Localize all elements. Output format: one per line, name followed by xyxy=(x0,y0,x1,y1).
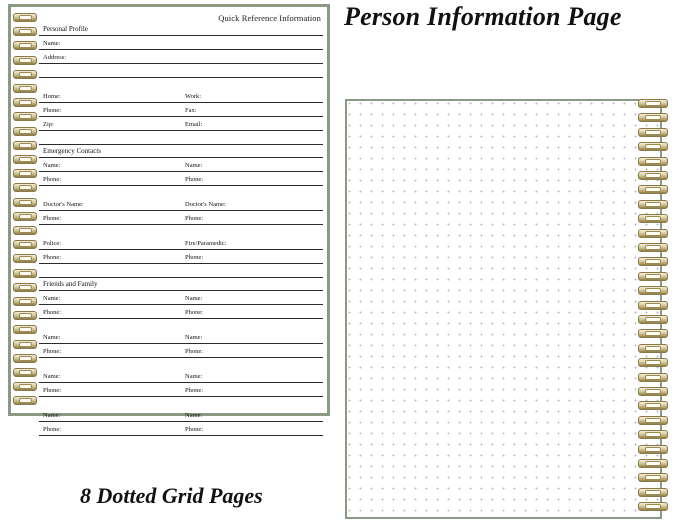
spiral-ring xyxy=(638,142,668,151)
field-row xyxy=(39,36,323,50)
field-label[interactable]: Doctor's Name: xyxy=(39,197,181,211)
section-header: Friends and Family xyxy=(39,278,323,291)
field-row xyxy=(39,319,323,331)
spiral-ring xyxy=(638,301,668,310)
spiral-ring xyxy=(13,56,37,65)
field-label[interactable]: Phone: xyxy=(181,422,323,436)
spiral-ring xyxy=(638,128,668,137)
spiral-ring xyxy=(638,214,668,223)
spiral-ring xyxy=(13,240,37,249)
spiral-ring xyxy=(13,368,37,377)
spiral-ring xyxy=(638,473,668,482)
field-label[interactable]: Name: xyxy=(181,158,323,172)
field-row xyxy=(39,197,323,211)
field-label[interactable]: Phone: xyxy=(39,422,181,436)
spiral-ring xyxy=(638,229,668,238)
field-row xyxy=(39,369,323,383)
spiral-ring xyxy=(13,183,37,192)
spiral-ring xyxy=(13,382,37,391)
spiral-ring xyxy=(638,358,668,367)
spiral-ring xyxy=(638,257,668,266)
field-label[interactable]: Name: xyxy=(39,330,181,344)
field-row xyxy=(39,408,323,422)
field-row xyxy=(39,103,323,117)
row-spacer xyxy=(39,358,323,370)
field-label[interactable]: Phone: xyxy=(39,172,181,186)
field-label[interactable] xyxy=(39,64,323,78)
field-label[interactable]: Name: xyxy=(39,36,323,50)
field-row xyxy=(39,236,323,250)
spiral-ring xyxy=(13,340,37,349)
field-label[interactable]: Phone: xyxy=(181,211,323,225)
field-row xyxy=(39,383,323,397)
field-row xyxy=(39,250,323,264)
spiral-ring xyxy=(638,272,668,281)
field-label[interactable]: Phone: xyxy=(181,305,323,319)
field-row xyxy=(39,78,323,90)
spiral-ring xyxy=(638,286,668,295)
field-row xyxy=(39,117,323,131)
spiral-ring xyxy=(638,185,668,194)
spiral-ring xyxy=(13,155,37,164)
field-label[interactable]: Home: xyxy=(39,89,181,103)
section-emergency-contacts xyxy=(39,145,323,278)
field-label[interactable]: Doctor's Name: xyxy=(181,197,323,211)
spiral-ring xyxy=(13,325,37,334)
field-row xyxy=(39,291,323,305)
field-label[interactable]: Name: xyxy=(39,369,181,383)
spiral-ring xyxy=(13,98,37,107)
field-row xyxy=(39,131,323,145)
spiral-ring xyxy=(13,311,37,320)
dotted-grid-page xyxy=(345,99,662,519)
spiral-ring xyxy=(13,70,37,79)
spiral-ring xyxy=(638,387,668,396)
spiral-ring xyxy=(638,373,668,382)
spiral-ring xyxy=(638,445,668,454)
section-header: Emergency Contacts xyxy=(39,145,323,158)
quick-reference-content xyxy=(39,11,323,433)
field-row xyxy=(39,172,323,186)
field-label[interactable]: Name: xyxy=(39,291,181,305)
spiral-ring xyxy=(13,84,37,93)
field-table xyxy=(39,158,323,278)
spiral-ring xyxy=(638,488,668,497)
field-label[interactable] xyxy=(39,131,323,145)
field-label[interactable]: Phone: xyxy=(39,250,181,264)
field-label[interactable]: Address: xyxy=(39,50,323,64)
field-row xyxy=(39,89,323,103)
person-information-heading: Person Information Page xyxy=(344,2,622,31)
field-label[interactable]: Phone: xyxy=(39,103,181,117)
dotted-grid-caption: 8 Dotted Grid Pages xyxy=(80,483,263,508)
spiral-ring xyxy=(13,396,37,405)
field-label[interactable]: Police: xyxy=(39,236,181,250)
field-row xyxy=(39,422,323,436)
spiral-ring xyxy=(13,41,37,50)
spiral-ring xyxy=(638,243,668,252)
spiral-ring xyxy=(13,283,37,292)
field-row xyxy=(39,264,323,278)
row-spacer xyxy=(39,225,323,237)
section-header: Personal Profile xyxy=(39,23,323,36)
field-label[interactable]: Name: xyxy=(181,291,323,305)
spiral-ring xyxy=(13,297,37,306)
field-row xyxy=(39,211,323,225)
spiral-ring xyxy=(638,200,668,209)
field-label[interactable]: Phone: xyxy=(39,211,181,225)
spiral-ring xyxy=(13,141,37,150)
spiral-ring xyxy=(13,198,37,207)
spiral-ring xyxy=(638,113,668,122)
row-spacer xyxy=(39,78,323,90)
spiral-ring xyxy=(638,99,668,108)
spiral-ring xyxy=(13,169,37,178)
spiral-ring xyxy=(638,416,668,425)
field-row xyxy=(39,344,323,358)
field-label[interactable]: Phone: xyxy=(181,344,323,358)
field-label[interactable] xyxy=(181,264,323,278)
spiral-ring xyxy=(13,112,37,121)
field-row xyxy=(39,158,323,172)
field-label[interactable]: Phone: xyxy=(39,383,181,397)
field-row xyxy=(39,225,323,237)
form-sections xyxy=(39,23,323,436)
field-row xyxy=(39,305,323,319)
field-label[interactable]: Fax: xyxy=(181,103,323,117)
field-label[interactable]: Phone: xyxy=(181,383,323,397)
field-row xyxy=(39,397,323,409)
field-row xyxy=(39,330,323,344)
spiral-ring xyxy=(638,329,668,338)
row-spacer xyxy=(39,397,323,409)
quick-reference-page xyxy=(8,4,330,433)
field-label[interactable]: Email: xyxy=(181,117,323,131)
spiral-binding-right xyxy=(638,95,672,523)
field-label[interactable]: Phone: xyxy=(181,250,323,264)
field-label[interactable]: Work: xyxy=(181,89,323,103)
spiral-ring xyxy=(638,502,668,511)
section-friends-and-family xyxy=(39,278,323,436)
spiral-ring xyxy=(13,212,37,221)
field-label[interactable]: Phone: xyxy=(39,344,181,358)
page-title: Quick Reference Information xyxy=(218,13,321,23)
field-row xyxy=(39,186,323,198)
spiral-ring xyxy=(13,27,37,36)
row-spacer xyxy=(39,186,323,198)
spiral-ring xyxy=(13,354,37,363)
spiral-ring xyxy=(638,171,668,180)
spiral-ring xyxy=(638,315,668,324)
spiral-ring xyxy=(13,226,37,235)
row-spacer xyxy=(39,319,323,331)
field-table xyxy=(39,291,323,436)
field-row xyxy=(39,50,323,64)
field-label[interactable] xyxy=(39,264,181,278)
spiral-ring xyxy=(638,459,668,468)
field-label[interactable]: Name: xyxy=(181,369,323,383)
spiral-ring xyxy=(13,13,37,22)
spiral-binding-left xyxy=(11,7,39,413)
field-label[interactable]: Name: xyxy=(39,158,181,172)
field-label[interactable]: Name: xyxy=(181,330,323,344)
field-label[interactable]: Phone: xyxy=(181,172,323,186)
spiral-ring xyxy=(13,127,37,136)
field-row xyxy=(39,358,323,370)
section-personal-profile xyxy=(39,23,323,145)
spiral-ring xyxy=(638,157,668,166)
spiral-ring xyxy=(638,401,668,410)
field-label[interactable]: Phone: xyxy=(39,305,181,319)
field-label[interactable]: Fire/Paramedic: xyxy=(181,236,323,250)
field-label[interactable]: Name: xyxy=(181,408,323,422)
spiral-ring xyxy=(13,269,37,278)
field-label[interactable]: Name: xyxy=(39,408,181,422)
field-table xyxy=(39,36,323,145)
field-label[interactable]: Zip: xyxy=(39,117,181,131)
field-row xyxy=(39,64,323,78)
spiral-ring xyxy=(638,430,668,439)
spiral-ring xyxy=(13,254,37,263)
spiral-ring xyxy=(638,344,668,353)
